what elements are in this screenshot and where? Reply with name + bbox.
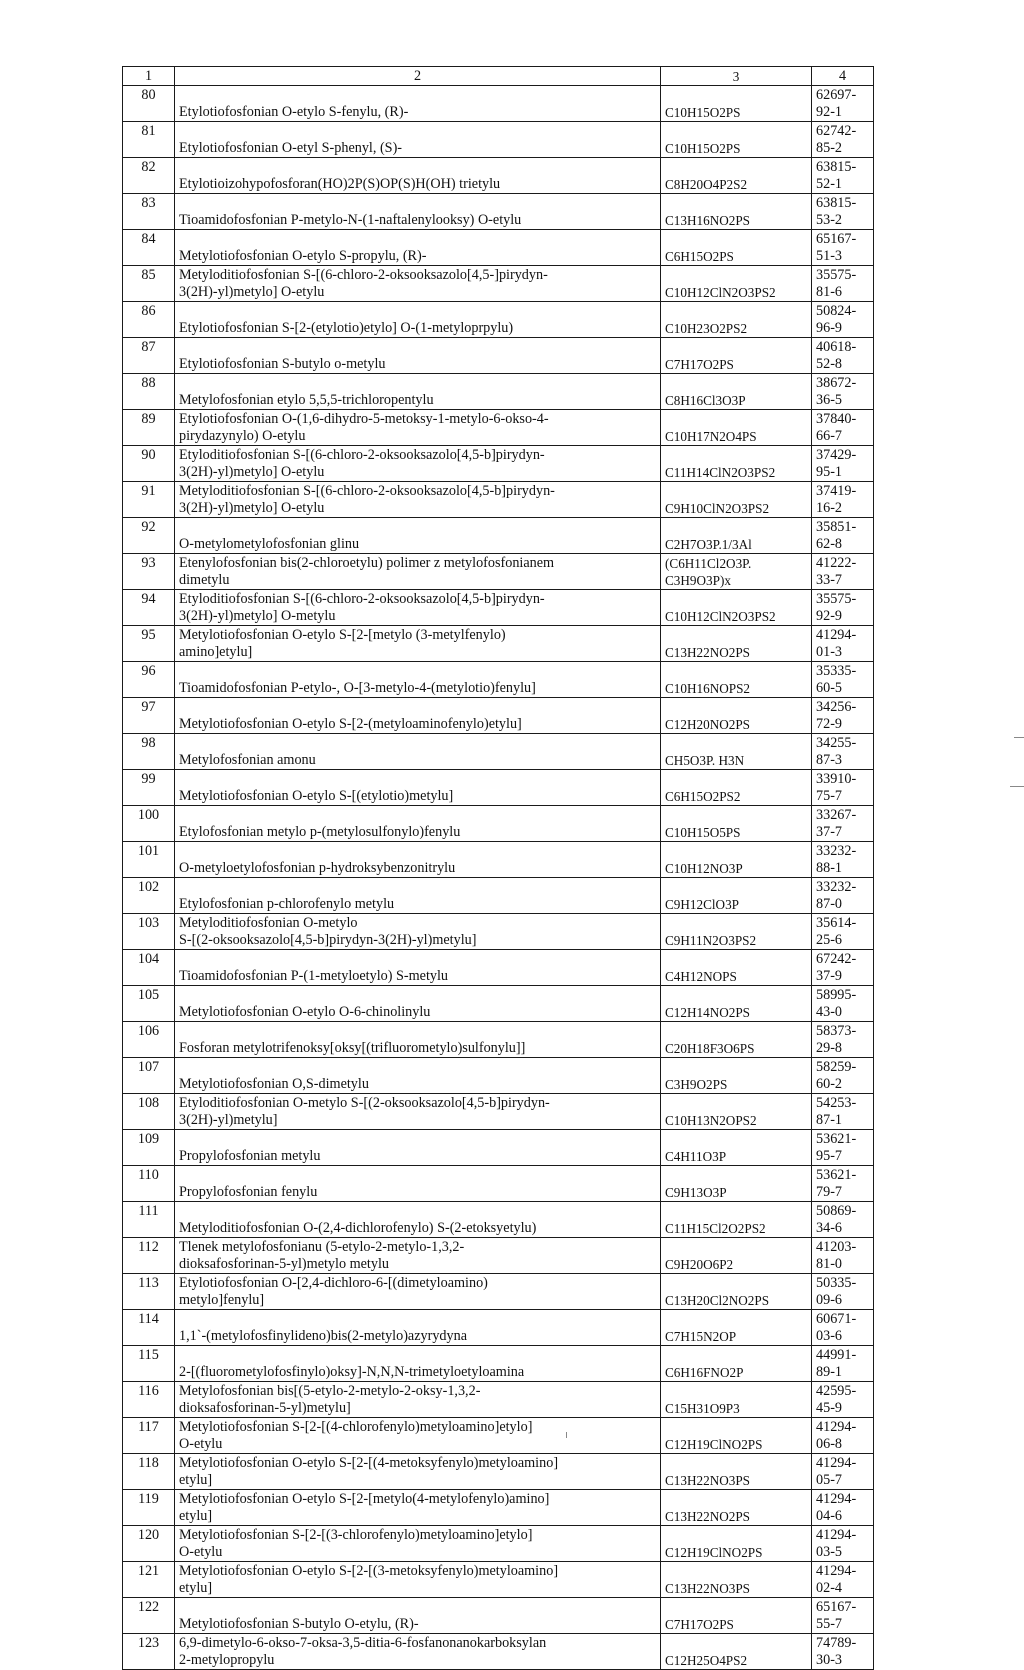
table-row	[123, 1562, 874, 1598]
row-number-cell: 81	[123, 122, 175, 158]
row-number-cell: 93	[123, 554, 175, 590]
row-number-cell: 117	[123, 1418, 175, 1454]
formula-cell: C9H12ClO3P	[661, 878, 812, 914]
cas-number-cell: 65167-55-7	[812, 1598, 874, 1634]
row-number-cell: 109	[123, 1130, 175, 1166]
cas-number-cell: 58259-60-2	[812, 1058, 874, 1094]
formula-cell: C10H15O2PS	[661, 122, 812, 158]
cas-number-cell: 41294-04-6	[812, 1490, 874, 1526]
formula-cell: C12H19ClNO2PS	[661, 1418, 812, 1454]
compound-name-cell: Metylotiofosfonian O-etylo S-propylu, (R)-	[175, 230, 661, 266]
formula-cell: C13H20Cl2NO2PS	[661, 1274, 812, 1310]
row-number-cell: 122	[123, 1598, 175, 1634]
cas-number-cell: 58373-29-8	[812, 1022, 874, 1058]
scan-mark	[1014, 737, 1024, 738]
cas-number-cell: 50869-34-6	[812, 1202, 874, 1238]
cas-number-cell: 34256-72-9	[812, 698, 874, 734]
row-number-cell: 94	[123, 590, 175, 626]
cas-number-cell: 63815-52-1	[812, 158, 874, 194]
compound-name-cell: Metylofosfonian bis[(5-etylo-2-metylo-2-oksy-1,3,2- dioksafosforinan-5-yl)metylu]	[175, 1382, 661, 1418]
compound-name-cell: Metylotiofosfonian O-etylo S-[2-[metylo (3-metylfenylo) amino]etylu]	[175, 626, 661, 662]
formula-cell: C10H16NOPS2	[661, 662, 812, 698]
compound-table-body	[123, 67, 874, 1670]
table-row	[123, 86, 874, 122]
row-number-cell: 120	[123, 1526, 175, 1562]
compound-name-cell: Metylotiofosfonian S-[2-[(4-chlorofenylo)metyloamino]etylo] O-etylu	[175, 1418, 661, 1454]
cas-number-cell: 65167-51-3	[812, 230, 874, 266]
cas-number-cell: 38672-36-5	[812, 374, 874, 410]
table-row	[123, 1454, 874, 1490]
table-row	[123, 1274, 874, 1310]
row-number-cell: 112	[123, 1238, 175, 1274]
table-row	[123, 626, 874, 662]
compound-name-cell: Metylotiofosfonian S-[2-[(3-chlorofenylo)metyloamino]etylo] O-etylu	[175, 1526, 661, 1562]
table-row	[123, 1310, 874, 1346]
table-row	[123, 1022, 874, 1058]
formula-cell: C12H14NO2PS	[661, 986, 812, 1022]
table-row	[123, 1634, 874, 1670]
formula-cell: C9H20O6P2	[661, 1238, 812, 1274]
row-number-cell: 80	[123, 86, 175, 122]
table-row	[123, 1526, 874, 1562]
table-row	[123, 338, 874, 374]
cas-number-cell: 40618-52-8	[812, 338, 874, 374]
row-number-cell: 86	[123, 302, 175, 338]
cas-number-cell: 35575-81-6	[812, 266, 874, 302]
row-number-cell: 90	[123, 446, 175, 482]
row-number-cell: 105	[123, 986, 175, 1022]
cas-number-cell: 33232-87-0	[812, 878, 874, 914]
table-row	[123, 158, 874, 194]
formula-cell: C10H17N2O4PS	[661, 410, 812, 446]
cas-number-cell: 41203-81-0	[812, 1238, 874, 1274]
table-row	[123, 1058, 874, 1094]
compound-name-cell: Metylotiofosfonian O-etylo S-[2-[(4-metoksyfenylo)metyloamino] etylu]	[175, 1454, 661, 1490]
formula-cell: CH5O3P. H3N	[661, 734, 812, 770]
compound-name-cell: Tioamidofosfonian P-metylo-N-(1-naftalenylooksy) O-etylu	[175, 194, 661, 230]
formula-cell: (C6H11Cl2O3P. C3H9O3P)x	[661, 554, 812, 590]
compound-name-cell: Metylofosfonian amonu	[175, 734, 661, 770]
row-number-cell: 107	[123, 1058, 175, 1094]
compound-name-cell: 2-[(fluorometylofosfinylo)oksy]-N,N,N-trimetyloetyloamina	[175, 1346, 661, 1382]
cas-number-cell: 37419-16-2	[812, 482, 874, 518]
cas-number-cell: 41222-33-7	[812, 554, 874, 590]
table-row	[123, 590, 874, 626]
compound-name-cell: Metylotiofosfonian O-etylo S-[2-[(3-metoksyfenylo)metyloamino] etylu]	[175, 1562, 661, 1598]
compound-name-cell: Metylotiofosfonian O-etylo S-[2-[metylo(4-metylofenylo)amino] etylu]	[175, 1490, 661, 1526]
cas-number-cell: 41294-01-3	[812, 626, 874, 662]
compound-name-cell: Metylotiofosfonian O-etylo S-[2-(metyloaminofenylo)etylu]	[175, 698, 661, 734]
row-number-cell: 92	[123, 518, 175, 554]
compound-name-cell: Etylotiofosfonian S-[2-(etylotio)etylo] O-(1-metyloprpylu)	[175, 302, 661, 338]
compound-name-cell: Etylotiofosfonian O-etylo S-fenylu, (R)-	[175, 86, 661, 122]
formula-cell: C13H22NO2PS	[661, 626, 812, 662]
row-number-cell: 96	[123, 662, 175, 698]
cas-number-cell: 54253-87-1	[812, 1094, 874, 1130]
table-row	[123, 806, 874, 842]
cas-number-cell: 41294-03-5	[812, 1526, 874, 1562]
row-number-cell: 85	[123, 266, 175, 302]
table-row	[123, 842, 874, 878]
table-row	[123, 1382, 874, 1418]
formula-cell: C12H25O4PS2	[661, 1634, 812, 1670]
table-row	[123, 446, 874, 482]
row-number-cell: 98	[123, 734, 175, 770]
formula-cell: C10H12ClN2O3PS2	[661, 590, 812, 626]
formula-cell: C10H12NO3P	[661, 842, 812, 878]
compound-name-cell: 6,9-dimetylo-6-okso-7-oksa-3,5-ditia-6-fosfanonanokarboksylan 2-metylopropylu	[175, 1634, 661, 1670]
cas-number-cell: 60671-03-6	[812, 1310, 874, 1346]
compound-name-cell: Etylotioizohypofosforan(HO)2P(S)OP(S)H(OH) trietylu	[175, 158, 661, 194]
cas-number-cell: 35335-60-5	[812, 662, 874, 698]
compound-name-cell: Tlenek metylofosfonianu (5-etylo-2-metylo-1,3,2- dioksafosforinan-5-yl)metylo metylu	[175, 1238, 661, 1274]
header-col-4: 4	[812, 67, 874, 86]
table-row	[123, 1202, 874, 1238]
formula-cell: C11H14ClN2O3PS2	[661, 446, 812, 482]
cas-number-cell: 63815-53-2	[812, 194, 874, 230]
row-number-cell: 113	[123, 1274, 175, 1310]
compound-name-cell: Propylofosfonian fenylu	[175, 1166, 661, 1202]
table-header-row	[123, 67, 874, 86]
row-number-cell: 91	[123, 482, 175, 518]
formula-cell: C12H19ClNO2PS	[661, 1526, 812, 1562]
compound-name-cell: Etylofosfonian metylo p-(metylosulfonylo)fenylu	[175, 806, 661, 842]
compound-name-cell: Etyloditiofosfonian S-[(6-chloro-2-oksooksazolo[4,5-b]pirydyn- 3(2H)-yl)metylo] O-metylu	[175, 590, 661, 626]
table-row	[123, 194, 874, 230]
compound-name-cell: Tioamidofosfonian P-(1-metyloetylo) S-metylu	[175, 950, 661, 986]
formula-cell: C6H15O2PS2	[661, 770, 812, 806]
table-row	[123, 1490, 874, 1526]
header-col-2: 2	[175, 67, 661, 86]
row-number-cell: 99	[123, 770, 175, 806]
table-row	[123, 878, 874, 914]
compound-name-cell: Etenylofosfonian bis(2-chloroetylu) polimer z metylofosfonianem dimetylu	[175, 554, 661, 590]
row-number-cell: 84	[123, 230, 175, 266]
formula-cell: C7H17O2PS	[661, 1598, 812, 1634]
scan-mark	[566, 1432, 567, 1438]
formula-cell: C4H11O3P	[661, 1130, 812, 1166]
row-number-cell: 119	[123, 1490, 175, 1526]
compound-name-cell: Etylofosfonian p-chlorofenylo metylu	[175, 878, 661, 914]
row-number-cell: 106	[123, 1022, 175, 1058]
cas-number-cell: 41294-06-8	[812, 1418, 874, 1454]
row-number-cell: 100	[123, 806, 175, 842]
compound-name-cell: Etyloditiofosfonian O-metylo S-[(2-oksooksazolo[4,5-b]pirydyn- 3(2H)-yl)metylu]	[175, 1094, 661, 1130]
formula-cell: C10H12ClN2O3PS2	[661, 266, 812, 302]
compound-name-cell: Metylotiofosfonian O-etylo O-6-chinolinylu	[175, 986, 661, 1022]
cas-number-cell: 35851-62-8	[812, 518, 874, 554]
formula-cell: C15H31O9P3	[661, 1382, 812, 1418]
table-row	[123, 662, 874, 698]
table-row	[123, 950, 874, 986]
row-number-cell: 114	[123, 1310, 175, 1346]
formula-cell: C2H7O3P.1/3Al	[661, 518, 812, 554]
formula-cell: C3H9O2PS	[661, 1058, 812, 1094]
compound-name-cell: Etylotiofosfonian O-[2,4-dichloro-6-[(dimetyloamino) metylo]fenylu]	[175, 1274, 661, 1310]
table-row	[123, 770, 874, 806]
compound-name-cell: Metyloditiofosfonian S-[(6-chloro-2-oksooksazolo[4,5-b]pirydyn- 3(2H)-yl)metylo] O-etylu	[175, 482, 661, 518]
row-number-cell: 101	[123, 842, 175, 878]
cas-number-cell: 34255-87-3	[812, 734, 874, 770]
compound-name-cell: Metyloditiofosfonian O-(2,4-dichlorofenylo) S-(2-etoksyetylu)	[175, 1202, 661, 1238]
row-number-cell: 88	[123, 374, 175, 410]
header-col-1: 1	[123, 67, 175, 86]
table-row	[123, 1166, 874, 1202]
table-row	[123, 734, 874, 770]
row-number-cell: 110	[123, 1166, 175, 1202]
table-row	[123, 518, 874, 554]
cas-number-cell: 41294-05-7	[812, 1454, 874, 1490]
table-row	[123, 482, 874, 518]
row-number-cell: 111	[123, 1202, 175, 1238]
table-row	[123, 698, 874, 734]
cas-number-cell: 33267-37-7	[812, 806, 874, 842]
table-row	[123, 1238, 874, 1274]
compound-name-cell: Propylofosfonian metylu	[175, 1130, 661, 1166]
table-row	[123, 410, 874, 446]
compound-name-cell: Etylotiofosfonian O-etyl S-phenyl, (S)-	[175, 122, 661, 158]
compound-name-cell: Metylofosfonian etylo 5,5,5-trichloropentylu	[175, 374, 661, 410]
compound-name-cell: Etylotiofosfonian S-butylo o-metylu	[175, 338, 661, 374]
cas-number-cell: 62697-92-1	[812, 86, 874, 122]
formula-cell: C9H11N2O3PS2	[661, 914, 812, 950]
compound-name-cell: Metylotiofosfonian O-etylo S-[(etylotio)metylu]	[175, 770, 661, 806]
compound-name-cell: O-metylometylofosfonian glinu	[175, 518, 661, 554]
formula-cell: C7H17O2PS	[661, 338, 812, 374]
table-row	[123, 1598, 874, 1634]
row-number-cell: 103	[123, 914, 175, 950]
table-row	[123, 1346, 874, 1382]
compound-name-cell: Metylotiofosfonian S-butylo O-etylu, (R)-	[175, 1598, 661, 1634]
cas-number-cell: 35575-92-9	[812, 590, 874, 626]
row-number-cell: 116	[123, 1382, 175, 1418]
formula-cell: C12H20NO2PS	[661, 698, 812, 734]
row-number-cell: 121	[123, 1562, 175, 1598]
cas-number-cell: 41294-02-4	[812, 1562, 874, 1598]
cas-number-cell: 53621-95-7	[812, 1130, 874, 1166]
table-row	[123, 1130, 874, 1166]
cas-number-cell: 67242-37-9	[812, 950, 874, 986]
row-number-cell: 83	[123, 194, 175, 230]
row-number-cell: 82	[123, 158, 175, 194]
table-row	[123, 230, 874, 266]
cas-number-cell: 50335-09-6	[812, 1274, 874, 1310]
cas-number-cell: 74789-30-3	[812, 1634, 874, 1670]
formula-cell: C9H10ClN2O3PS2	[661, 482, 812, 518]
scan-mark	[1010, 786, 1024, 787]
table-row	[123, 302, 874, 338]
row-number-cell: 102	[123, 878, 175, 914]
cas-number-cell: 58995-43-0	[812, 986, 874, 1022]
formula-cell: C10H15O5PS	[661, 806, 812, 842]
header-col-3: 3	[661, 67, 812, 86]
table-row	[123, 374, 874, 410]
row-number-cell: 108	[123, 1094, 175, 1130]
compound-name-cell: O-metyloetylofosfonian p-hydroksybenzonitrylu	[175, 842, 661, 878]
formula-cell: C13H16NO2PS	[661, 194, 812, 230]
formula-cell: C9H13O3P	[661, 1166, 812, 1202]
cas-number-cell: 44991-89-1	[812, 1346, 874, 1382]
compound-name-cell: 1,1`-(metylofosfinylideno)bis(2-metylo)azyrydyna	[175, 1310, 661, 1346]
table-row	[123, 122, 874, 158]
row-number-cell: 89	[123, 410, 175, 446]
compound-name-cell: Metyloditiofosfonian O-metylo S-[(2-oksooksazolo[4,5-b]pirydyn-3(2H)-yl)metylu]	[175, 914, 661, 950]
formula-cell: C11H15Cl2O2PS2	[661, 1202, 812, 1238]
formula-cell: C13H22NO3PS	[661, 1562, 812, 1598]
cas-number-cell: 42595-45-9	[812, 1382, 874, 1418]
compound-name-cell: Fosforan metylotrifenoksy[oksy[(trifluorometylo)sulfonylu]]	[175, 1022, 661, 1058]
formula-cell: C13H22NO3PS	[661, 1454, 812, 1490]
row-number-cell: 87	[123, 338, 175, 374]
table-row	[123, 986, 874, 1022]
row-number-cell: 104	[123, 950, 175, 986]
table-row	[123, 1418, 874, 1454]
cas-number-cell: 35614-25-6	[812, 914, 874, 950]
formula-cell: C7H15N2OP	[661, 1310, 812, 1346]
table-row	[123, 1094, 874, 1130]
cas-number-cell: 50824-96-9	[812, 302, 874, 338]
formula-cell: C4H12NOPS	[661, 950, 812, 986]
formula-cell: C8H16Cl3O3P	[661, 374, 812, 410]
cas-number-cell: 62742-85-2	[812, 122, 874, 158]
cas-number-cell: 37429-95-1	[812, 446, 874, 482]
formula-cell: C8H20O4P2S2	[661, 158, 812, 194]
table-row	[123, 266, 874, 302]
row-number-cell: 95	[123, 626, 175, 662]
formula-cell: C6H15O2PS	[661, 230, 812, 266]
formula-cell: C20H18F3O6PS	[661, 1022, 812, 1058]
formula-cell: C10H13N2OPS2	[661, 1094, 812, 1130]
formula-cell: C6H16FNO2P	[661, 1346, 812, 1382]
compound-table	[122, 66, 874, 1670]
cas-number-cell: 33910-75-7	[812, 770, 874, 806]
compound-name-cell: Metyloditiofosfonian S-[(6-chloro-2-oksooksazolo[4,5-]pirydyn- 3(2H)-yl)metylo] O-etylu	[175, 266, 661, 302]
formula-cell: C10H15O2PS	[661, 86, 812, 122]
compound-name-cell: Tioamidofosfonian P-etylo-, O-[3-metylo-4-(metylotio)fenylu]	[175, 662, 661, 698]
row-number-cell: 123	[123, 1634, 175, 1670]
compound-name-cell: Etyloditiofosfonian S-[(6-chloro-2-oksooksazolo[4,5-b]pirydyn- 3(2H)-yl)metylo] O-etylu	[175, 446, 661, 482]
row-number-cell: 115	[123, 1346, 175, 1382]
compound-name-cell: Etylotiofosfonian O-(1,6-dihydro-5-metoksy-1-metylo-6-okso-4- pirydazynylo) O-etylu	[175, 410, 661, 446]
cas-number-cell: 33232-88-1	[812, 842, 874, 878]
row-number-cell: 97	[123, 698, 175, 734]
cas-number-cell: 37840-66-7	[812, 410, 874, 446]
table-row	[123, 914, 874, 950]
compound-name-cell: Metylotiofosfonian O,S-dimetylu	[175, 1058, 661, 1094]
table-row	[123, 554, 874, 590]
formula-cell: C13H22NO2PS	[661, 1490, 812, 1526]
row-number-cell: 118	[123, 1454, 175, 1490]
formula-cell: C10H23O2PS2	[661, 302, 812, 338]
cas-number-cell: 53621-79-7	[812, 1166, 874, 1202]
